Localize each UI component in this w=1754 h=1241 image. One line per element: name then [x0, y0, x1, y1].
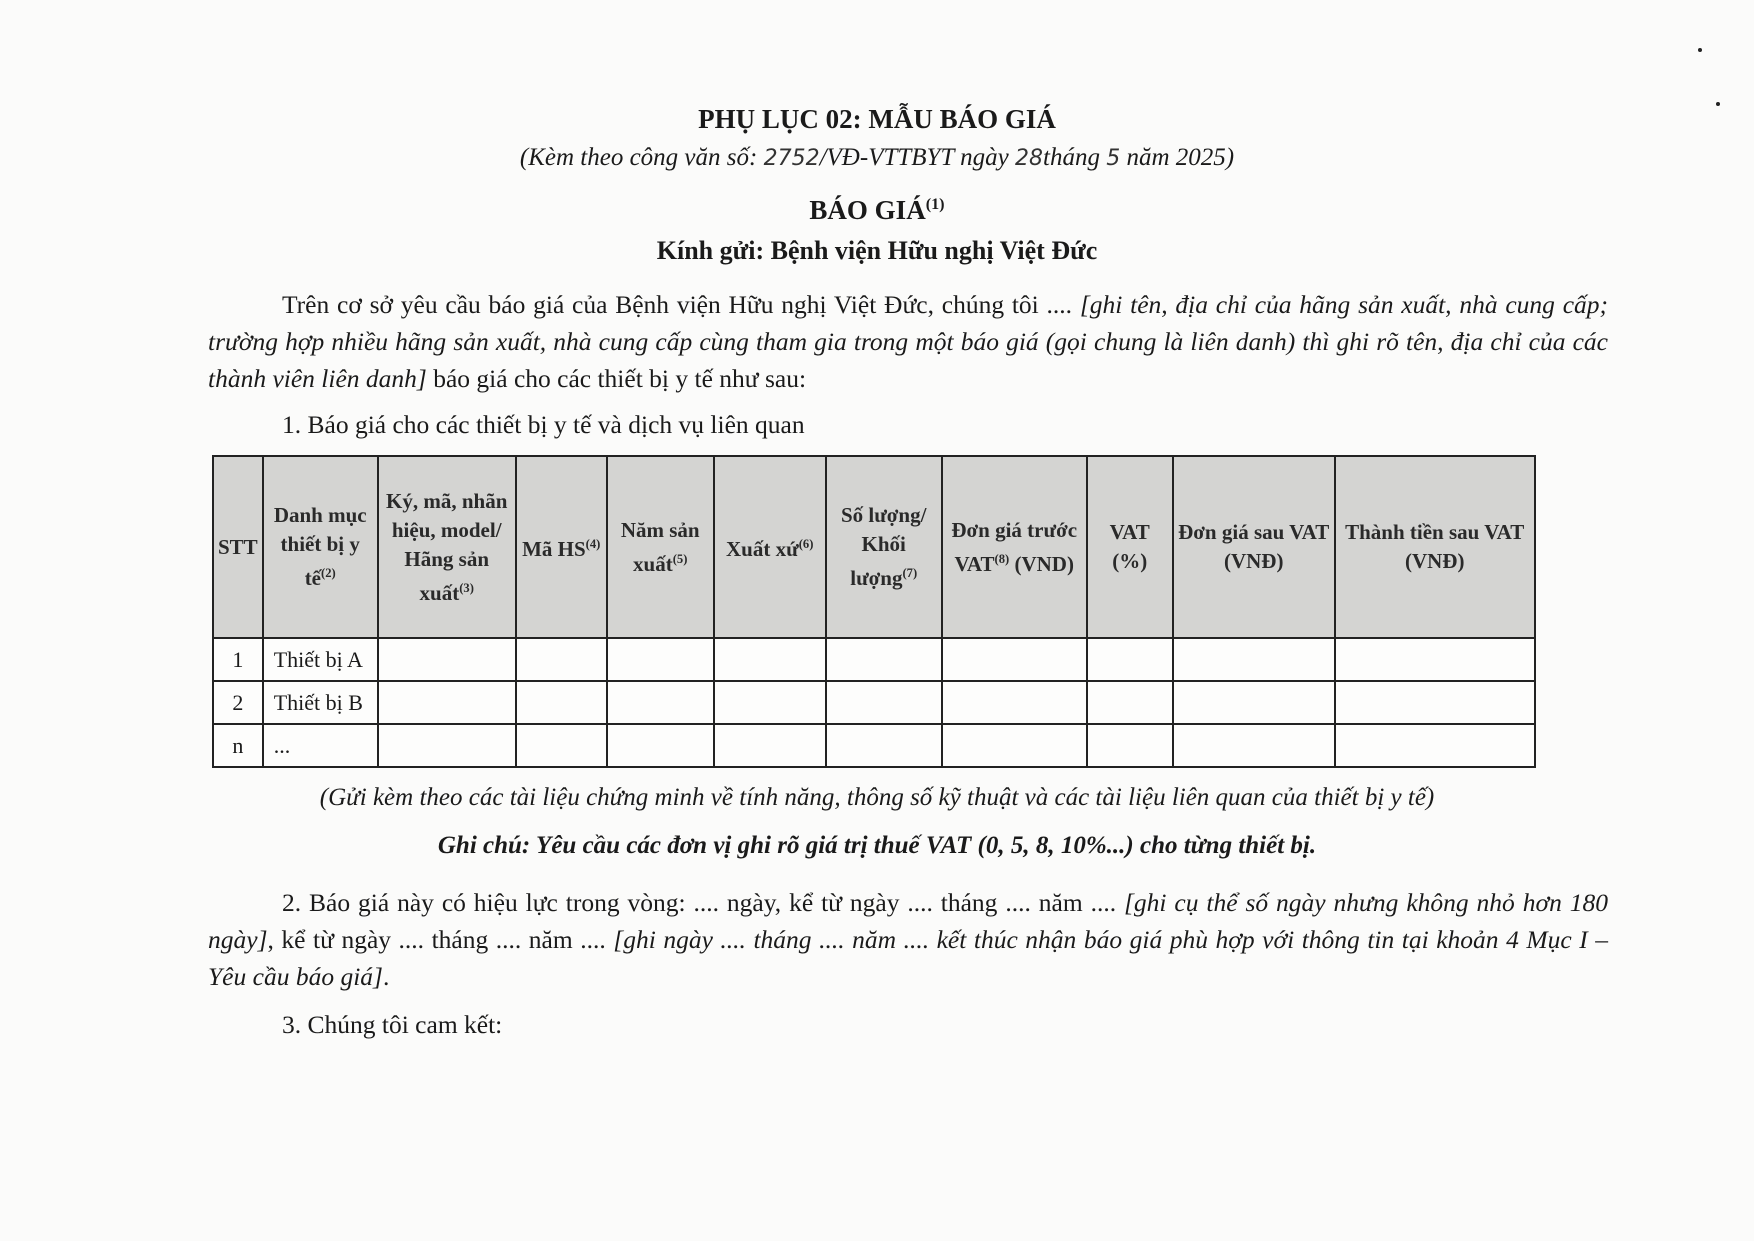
intro-text-1: Trên cơ sở yêu cầu báo giá của Bệnh viện Hữu nghị Việt Đức, chúng tôi .... — [282, 290, 1080, 319]
table-row — [213, 681, 1535, 724]
row-stt: 1 — [213, 638, 263, 681]
quote-heading-text: BÁO GIÁ — [809, 195, 926, 225]
validity-instruction-1: [ghi cụ thể số ngày nhưng không nhỏ hơn 180 ngày] — [208, 888, 1608, 954]
handwritten-day: 28 — [1015, 146, 1043, 171]
vat-note: Ghi chú: Yêu cầu các đơn vị ghi rõ giá trị thuế VAT (0, 5, 8, 10%...) cho từng thiết bị. — [437, 832, 1317, 859]
table-row — [213, 638, 1535, 681]
validity-text-1: 2. Báo giá này có hiệu lực trong vòng: .... ngày, kể từ ngày .... tháng .... năm .... — [282, 888, 1124, 917]
header-total-after-vat: Thành tiền sau VAT (VNĐ) — [1335, 456, 1535, 638]
row-device-name: Thiết bị B — [263, 681, 378, 724]
header-device-list: Danh mục thiết bị y tế$^{(2)}$ — [263, 456, 378, 638]
table-header-row — [213, 456, 1535, 638]
row-stt: 2 — [213, 681, 263, 724]
row-stt: n — [213, 724, 263, 767]
validity-text-3: . — [382, 962, 390, 991]
section-3-heading: 3. Chúng tôi cam kết: — [282, 1010, 503, 1039]
row-device-name: ... — [263, 724, 378, 767]
table-row — [213, 724, 1535, 767]
reference-year: năm 2025) — [1120, 144, 1235, 171]
scan-speck — [1698, 48, 1702, 52]
intro-text-2: báo giá cho các thiết bị y tế như sau: — [426, 364, 807, 393]
quote-table — [212, 455, 1536, 768]
reference-code: /VĐ-VTTBYT ngày — [819, 144, 1015, 171]
header-quantity: Số lượng/ Khối lượng$^{(7)}$ — [826, 456, 942, 638]
page-title: PHỤ LỤC 02: MẪU BÁO GIÁ — [698, 104, 1056, 134]
header-vat: VAT (%) — [1087, 456, 1173, 638]
attachment-note: (Gửi kèm theo các tài liệu chứng minh về tính năng, thông số kỹ thuật và các tài liệu liên quan của thiết bị y tế) — [319, 784, 1435, 811]
header-price-after-vat: Đơn giá sau VAT (VNĐ) — [1173, 456, 1335, 638]
header-brand-model: Ký, mã, nhãn hiệu, model/ Hãng sản xuất$^{(3)}$ — [378, 456, 516, 638]
intro-paragraph — [208, 286, 1608, 397]
header-origin: Xuất xứ$^{(6)}$ — [714, 456, 826, 638]
header-hs-code: Mã HS$^{(4)}$ — [516, 456, 607, 638]
scan-speck — [1716, 102, 1720, 106]
recipient: Kính gửi: Bệnh viện Hữu nghị Việt Đức — [656, 236, 1098, 265]
handwritten-month: 5 — [1106, 146, 1121, 171]
validity-paragraph — [208, 884, 1608, 995]
reference-prefix: (Kèm theo công văn số: — [519, 144, 764, 171]
handwritten-doc-number: 2752 — [763, 146, 820, 171]
intro-instruction: [ghi tên, địa chỉ của hãng sản xuất, nhà cung cấp; trường hợp nhiều hãng sản xuất, nhà cung cấp cùng tham gia trong một báo giá (gọi chung là liên danh) thì ghi rõ tên, địa chỉ của các thành viên liên danh] — [208, 290, 1609, 393]
section-1-heading: 1. Báo giá cho các thiết bị y tế và dịch vụ liên quan — [282, 410, 805, 439]
header-stt: STT — [213, 456, 263, 638]
validity-text-2: , kể từ ngày .... tháng .... năm .... — [267, 925, 614, 954]
quote-heading — [0, 195, 1754, 226]
document-reference — [0, 144, 1754, 172]
row-device-name: Thiết bị A — [263, 638, 378, 681]
quote-heading-footnote: (1) — [925, 195, 945, 213]
header-year: Năm sản xuất$^{(5)}$ — [607, 456, 714, 638]
header-price-before-vat: Đơn giá trước VAT$^{(8)}$ (VND) — [942, 456, 1087, 638]
validity-instruction-2: [ghi ngày .... tháng .... năm .... kết thúc nhận báo giá phù hợp với thông tin tại khoản 4 Mục I – Yêu cầu báo giá] — [208, 925, 1608, 991]
reference-month-label: tháng — [1043, 144, 1107, 171]
